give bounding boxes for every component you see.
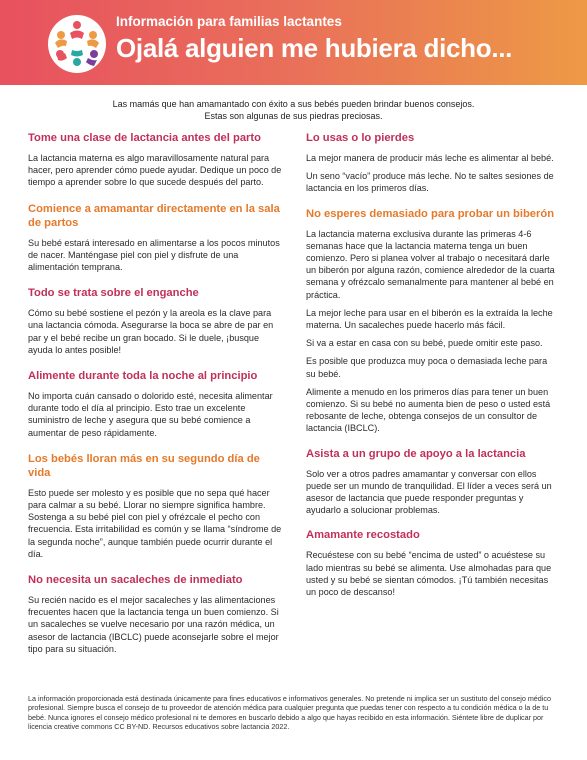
- section-delivery-room: [28, 202, 282, 274]
- section-paragraph: Solo ver a otros padres amamantar y conversar con ellos puede ser un mundo de tranquilidad. El líder a veces será un asesor de lactancia que puede responder preguntas y ayudarlo a solucionar problemas.: [306, 468, 552, 516]
- section-heading: Lo usas o lo pierdes: [306, 132, 415, 144]
- section-laid-back-nursing: [306, 528, 558, 598]
- section-paragraph: No importa cuán cansado o dolorido esté, necesita alimentar durante todo el día al principio. Esto trae un excelente suministro de leche y asegura que su bebé comience a aumentar de peso rápidamente.: [28, 391, 273, 438]
- section-paragraph: Su bebé estará interesado en alimentarse a los pocos minutos de nacer. Manténgase piel con piel y disfrute de una alimentación temprana.: [28, 237, 280, 273]
- section-support-group: [306, 447, 558, 517]
- footer-disclaimer: La información proporcionada está destinada únicamente para fines educativos e informativos generales. No pretende ni implica ser un sustituto del consejo médico profesional. Siempre busca el consejo de tu proveedor de atención médica para cualquier pregunta que puedas tener con respecto a tu condición médica o la de tu bebé. Nunca ignores el consejo médico profesional ni te demores en buscarlo debido a algo que hayas recibido en esta información. Siéntete libre de duplicar por licencia creative commons CC BY-ND. Recursos educativos sobre lactancia 2022.: [28, 694, 551, 732]
- intro-line: Estas son algunas de sus piedras preciosas.: [204, 111, 383, 121]
- intro-text: [40, 98, 547, 122]
- section-second-day: [28, 452, 282, 560]
- section-paragraph: La lactancia materna exclusiva durante las primeras 4-6 semanas hace que la lactancia materna tenga un buen comienzo. Pero si planea volver al trabajo o necesitará darle un biberón por alguna razón, comience alrededor de la cuarta semana y ofrézcalo semanalmente para mantener al bebé en práctica.: [306, 228, 555, 300]
- nursing-families-logo-icon: [48, 15, 106, 73]
- section-paragraph: La lactancia materna es algo maravillosamente natural para hacer, pero aprender cómo puede ayudar. Dedique un poco de tiempo a aprender sobre lo que sucede después del parto.: [28, 153, 282, 188]
- section-heading: Tome una clase de lactancia antes del parto: [28, 132, 261, 144]
- section-paragraph: Esto puede ser molesto y es posible que no sepa qué hacer para calmar a su bebé. Llorar no siempre significa hambre. Sostenga a su bebé piel con piel y ofrézcale el pecho con frecuencia. Esta irritabilidad es común y se llama “síndrome de la segunda noche”, aunque también puede ocurrir durante el día.: [28, 487, 282, 559]
- section-night-feeding: [28, 369, 282, 439]
- section-paragraph: Cómo su bebé sostiene el pezón y la areola es la clave para una lactancia cómoda. Asegurarse la boca se abre de par en par y el bebé recibe un gran bocado. Si le duele, ¡busque ayuda lo antes posible!: [28, 308, 274, 355]
- section-heading: No esperes demasiado para probar un biberón: [306, 207, 555, 220]
- section-heading: Todo se trata sobre el enganche: [28, 287, 199, 300]
- section-latch: [28, 286, 282, 356]
- section-heading: Los bebés lloran más en su segundo día de vida: [28, 452, 260, 479]
- section-breast-pump: [28, 573, 282, 655]
- section-bottle: [306, 207, 558, 435]
- section-paragraph: Alimente a menudo en los primeros días para tener un buen comienzo. Si su bebé no aumenta bien de peso o usted está rebosante de leche, obtenga consejos de un consultor de lactancia (IBCLC).: [306, 386, 551, 434]
- section-heading: Comience a amamantar directamente en la sala de partos: [28, 202, 280, 229]
- section-paragraph: La mejor leche para usar en el biberón es la extraída la leche materna. Un sacaleches puede hacerlo más fácil.: [306, 307, 553, 331]
- section-heading: Alimente durante toda la noche al principio: [28, 370, 258, 383]
- header-banner: [0, 0, 587, 85]
- page-title: Ojalá alguien me hubiera dicho...: [116, 33, 513, 63]
- section-lactation-class: [28, 131, 282, 189]
- logo-figures-icon: [48, 15, 106, 73]
- right-column: [306, 131, 558, 610]
- section-heading: Amamante recostado: [306, 529, 420, 542]
- left-column: [28, 131, 282, 668]
- section-paragraph: Su recién nacido es el mejor sacaleches y las alimentaciones frecuentes hacen que la lactancia tenga un buen comienzo. Si un sacaleches se vuelve necesario por una razón médica, un asesor de lactancia (IBCLC) puede aconsejarle sobre el mejor tipo para su situación.: [28, 595, 279, 654]
- section-paragraph: La mejor manera de producir más leche es alimentar al bebé.: [306, 153, 554, 163]
- section-heading: Asista a un grupo de apoyo a la lactancia: [306, 447, 526, 460]
- header-subtitle: Información para familias lactantes: [116, 14, 342, 29]
- section-paragraph: Un seno “vacío” produce más leche. No te saltes sesiones de lactancia en los primeros días.: [306, 171, 554, 194]
- intro-line: Las mamás que han amamantado con éxito a sus bebés pueden brindar buenos consejos.: [112, 99, 475, 109]
- section-heading: No necesita un sacaleches de inmediato: [28, 574, 243, 587]
- section-paragraph: Recuéstese con su bebé “encima de usted” o acuéstese su lado mientras su bebé se alimenta. Use almohadas para que usted y su bebé se sientan cómodos. ¡Tú también necesitas un poco de descanso!: [306, 550, 552, 598]
- section-use-it-or-lose-it: [306, 131, 558, 195]
- section-paragraph: Es posible que produzca muy poca o demasiada leche para su bebé.: [306, 356, 548, 379]
- section-paragraph: Si va a estar en casa con su bebé, puede omitir este paso.: [306, 338, 543, 349]
